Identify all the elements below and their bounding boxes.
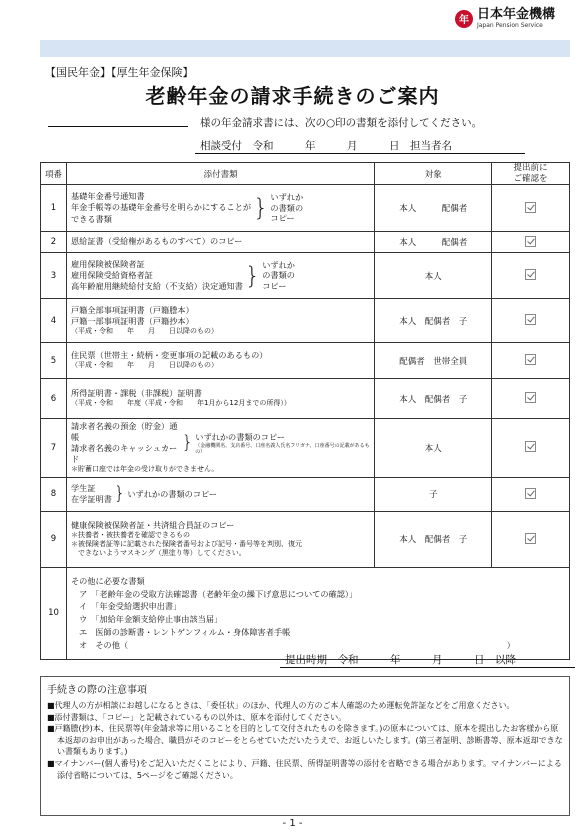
- page-number: - 1 -: [282, 818, 303, 829]
- row-number: 7: [41, 419, 67, 478]
- table-row: [41, 343, 570, 379]
- brace-icon: }: [244, 261, 261, 290]
- brace-icon: }: [181, 432, 194, 454]
- doc-line: 所得証明書・課税（非課税）証明書: [70, 388, 202, 399]
- group-note: いずれか の書類の コピー: [262, 259, 295, 291]
- instruction-text: 様の年金請求書には、次の○印の書類を添付してください。: [200, 117, 483, 129]
- table-row: [41, 511, 570, 567]
- row-number: 4: [41, 299, 67, 343]
- reception-line-text: 相談受付 令和 年 月 日 担当者名: [200, 140, 452, 152]
- header-documents: 添付書類: [66, 163, 374, 185]
- note-item: ■添付書類は、「コピー」と記載されているもの以外は、原本を添付してください。: [47, 712, 347, 722]
- doc-line: 戸籍全部事項証明書（戸籍謄本）: [70, 304, 194, 315]
- category-label: 【国民年金】【厚生年金保険】: [45, 66, 194, 79]
- doc-line: イ 「年金受給選択申出書」: [78, 601, 182, 612]
- target-cell: 配偶者 世帯全員: [375, 343, 492, 379]
- doc-line: 戸籍一部事項証明書（戸籍抄本）: [70, 315, 194, 326]
- group-note: いずれか の書類の コピー: [270, 192, 304, 224]
- doc-line: （平成・令和 年 月 日以降のもの）: [70, 361, 218, 370]
- header-band: [40, 40, 570, 57]
- doc-line: 住民票（世帯主・続柄・変更事項の記載のあるもの）: [70, 350, 268, 361]
- brace-icon: }: [113, 483, 126, 505]
- checkbox[interactable]: [525, 354, 536, 365]
- target-cell: 子: [375, 477, 492, 511]
- row-number: 3: [41, 253, 67, 299]
- checkbox[interactable]: [525, 314, 536, 325]
- note-item: ■戸籍謄(抄)本、住民票等(年金請求等に用いることを目的として交付されたものを除きます。)の原本については、原本を提出したお客様から原本返却のお申出があった場合、職員がそのコピーをとらせていただいたうえで、お返しいたします。(第三者証明、診断書等、原本返却できない書類もあります。): [47, 724, 563, 757]
- table-row: [41, 477, 570, 511]
- table-row: [41, 379, 570, 419]
- checkbox[interactable]: [525, 269, 536, 280]
- target-cell: 本人: [375, 253, 492, 299]
- doc-line: 高年齢雇用継続給付支給（不支給）決定通知書: [70, 281, 243, 292]
- header-confirm: 提出前に ご確認を: [492, 163, 570, 185]
- deadline-underline: [280, 667, 575, 668]
- logo-japanese: 日本年金機構: [476, 7, 555, 22]
- table-row: [41, 185, 570, 232]
- doc-line: 基礎年金番号通知書: [70, 191, 145, 202]
- documents-table: [40, 162, 570, 660]
- doc-line: 請求者名義のキャッシュカード: [70, 443, 178, 465]
- group-note: いずれかの書類のコピー: [127, 488, 218, 499]
- header-no: 項番: [41, 163, 67, 185]
- logo-english: Japan Pension Service: [476, 22, 543, 29]
- logo-mark-icon: 年: [455, 10, 473, 28]
- notes-list: [47, 700, 563, 781]
- table-row: [41, 232, 570, 253]
- table-row: [41, 567, 570, 659]
- note-item: ■代理人の方が相談にお越しになるときは、「委任状」のほか、代理人の方のご本人確認のため運転免許証などをご用意ください。: [47, 701, 515, 710]
- table-row: [41, 419, 570, 478]
- row-number: 2: [41, 232, 67, 253]
- note-item: ■マイナンバー(個人番号)をご記入いただくことにより、戸籍、住民票、所得証明書等の添付を省略できる場合があります。マイナンバーによる添付省略については、5ページをご確認ください。: [47, 758, 562, 780]
- reception-underline: [195, 153, 525, 154]
- deadline-text: 提出時期 令和 年 月 日 以降: [285, 654, 516, 666]
- group-note-small: （金融機関名、支店番号、口座名義人氏名フリガナ、口座番号の記載があるもの）: [195, 442, 370, 455]
- doc-line: 年金手帳等の基礎年金番号を明らかにすることが: [70, 202, 252, 213]
- checkbox[interactable]: [525, 392, 536, 403]
- close-paren: ）: [506, 639, 515, 650]
- doc-line: できないようマスキング（黒塗り等）してください。: [70, 549, 246, 558]
- header-target: 対象: [375, 163, 492, 185]
- doc-line: 健康保険被保険者証・共済組合員証のコピー: [70, 519, 235, 530]
- notes-heading: 手続きの際の注意事項: [47, 685, 147, 696]
- notes-box: [40, 676, 570, 816]
- table-row: [41, 253, 570, 299]
- row-number: 5: [41, 343, 67, 379]
- target-cell: 本人 配偶者: [375, 232, 492, 253]
- doc-line: ア 「老齢年金の受取方法確認書（老齢年金の繰下げ意思についての確認）」: [78, 588, 358, 599]
- row-number: 1: [41, 185, 67, 232]
- doc-line: 請求者名義の預金（貯金）通帳: [70, 421, 178, 443]
- row-number: 6: [41, 379, 67, 419]
- doc-line: ＊扶養者・被扶養者を確認できるもの: [70, 530, 190, 539]
- doc-line: ウ 「加給年金額支給停止事由該当届」: [78, 614, 223, 625]
- page-title: 老齢年金の請求手続きのご案内: [145, 84, 440, 108]
- checkbox[interactable]: [525, 488, 536, 499]
- doc-line: （平成・令和 年 月 日以降のもの）: [70, 326, 218, 335]
- logo: [455, 8, 555, 29]
- doc-line: ＊貯蓄口座では年金の受け取りができません。: [70, 465, 219, 474]
- doc-line: できる書類: [70, 213, 112, 224]
- doc-line: エ 医師の診断書・レントゲンフィルム・身体障害者手帳: [78, 626, 291, 637]
- table-row: [41, 299, 570, 343]
- checkbox[interactable]: [525, 441, 536, 452]
- doc-line: （平成・令和 年度（平成・令和 年1月から12月までの所得））: [70, 399, 291, 408]
- target-cell: 本人 配偶者: [375, 185, 492, 232]
- checkbox[interactable]: [525, 202, 536, 213]
- table-header-row: [41, 163, 570, 185]
- doc-line: 在学証明書: [70, 494, 112, 505]
- name-underline: [48, 126, 188, 127]
- doc-line: 雇用保険受給資格者証: [70, 269, 153, 280]
- brace-icon: }: [253, 194, 269, 222]
- target-cell: 本人 配偶者 子: [375, 299, 492, 343]
- checkbox[interactable]: [525, 236, 536, 247]
- row-number: 10: [41, 567, 67, 659]
- doc-line: ＊被保険者証等に記載された保険者番号および記号・番号等を判別、復元: [70, 540, 302, 548]
- group-note: いずれかの書類のコピー: [195, 431, 285, 442]
- doc-line: オ その他（: [78, 639, 129, 650]
- row-number: 8: [41, 477, 67, 511]
- target-cell: 本人 配偶者 子: [375, 511, 492, 567]
- doc-line: その他に必要な書類: [70, 576, 145, 587]
- target-cell: 本人: [375, 419, 492, 478]
- checkbox[interactable]: [525, 533, 536, 544]
- doc-line: 学生証: [70, 483, 96, 494]
- row-number: 9: [41, 511, 67, 567]
- target-cell: 本人 配偶者 子: [375, 379, 492, 419]
- doc-line: 恩給証書（受給権があるものすべて）のコピー: [66, 232, 374, 253]
- doc-line: 雇用保険被保険者証: [70, 258, 145, 269]
